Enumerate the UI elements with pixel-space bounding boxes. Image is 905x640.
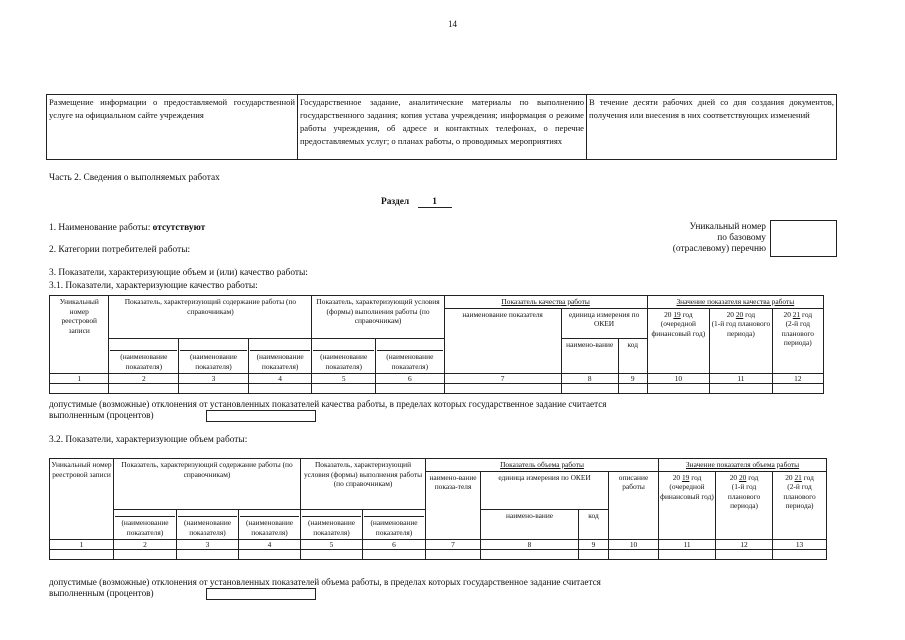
col-number: 11 [659,539,716,549]
col-number: 10 [609,539,659,549]
unique-number-box[interactable] [770,220,837,257]
col-sub-6: (наименование показателя) [375,338,444,373]
quality-deviation-input[interactable] [206,410,316,422]
section-label: Раздел [381,197,410,207]
data-cell[interactable] [114,549,177,559]
col-number: 12 [772,373,823,383]
col-conditions: Показатель, характеризующий условия (формы) выполнения работы (по справочникам) [312,296,444,339]
data-cell[interactable] [375,383,444,393]
data-cell[interactable] [50,549,114,559]
col-number: 5 [301,539,363,549]
work-name [49,223,205,233]
col-quality: Показатель качества работы [444,296,647,309]
col-unit: единица измерения по ОКЕИ [481,471,609,509]
volume-heading: 3.2. Показатели, характеризующие объем работы: [49,435,248,445]
col-unit-name: наимено-вание [481,509,579,539]
col-number: 4 [248,373,312,383]
col-number: 6 [363,539,426,549]
data-cell[interactable] [50,383,109,393]
col-number: 8 [561,373,618,383]
volume-deviation-input[interactable] [206,588,316,600]
table-row [50,383,824,393]
table-row [50,296,824,309]
col-quality-values: Значение показателя качества работы [647,296,823,309]
volume-deviation-label: выполненным (процентов) [49,588,154,598]
col-number: 2 [109,373,179,383]
col-conditions: Показатель, характеризующий условия (формы) выполнения работы (по справочникам) [301,459,426,510]
col-unique: Уникальный номер реестровой записи [50,459,114,540]
col-number: 11 [710,373,773,383]
page-number: 14 [448,19,457,29]
col-number: 7 [426,539,481,549]
col-number: 7 [444,373,561,383]
col-sub-5: (наименование показателя) [312,338,376,373]
quality-table [49,295,824,394]
data-cell[interactable] [179,383,249,393]
col-sub-6: (наименование показателя) [363,509,426,539]
col-number: 3 [179,373,249,383]
quality-deviation-label: выполненным (процентов) [49,410,154,420]
data-cell[interactable] [363,549,426,559]
quality-deviation-text: допустимые (возможные) отклонения от установленных показателей качества работы, в пределах которых государственное задание считается [49,399,607,409]
col-unit-name: наимено-вание [561,338,618,373]
col-number: 10 [647,373,710,383]
unique-number-line1: Уникальный номер [689,222,766,232]
col-year3: 20 21 год (2-й год планового периода) [773,471,827,539]
col-number: 8 [481,539,579,549]
col-year2: 20 20 год (1-й год планового периода) [710,308,773,373]
indicators-heading: 3. Показатели, характеризующие объем и (или) качество работы: [49,268,308,278]
col-number: 6 [375,373,444,383]
data-cell[interactable] [109,383,179,393]
col-year2: 20 20 год (1-й год планового периода) [716,471,773,539]
col-number: 2 [114,539,177,549]
col-number: 3 [177,539,239,549]
data-cell[interactable] [772,383,823,393]
work-name-value: отсутствуют [152,223,206,233]
data-cell[interactable] [444,383,561,393]
col-sub-4: (наименование показателя) [239,509,301,539]
col-number: 5 [312,373,376,383]
info-cell-frequency: В течение десяти рабочих дней со дня создания документов, получения или внесения в них соответствующих изменений [587,95,837,160]
col-indicator-name: наимено-вание показа-теля [426,471,481,539]
table-row [47,95,837,160]
col-number: 1 [50,539,114,549]
info-cell-method: Размещение информации о предоставляемой государственной услуге на официальном сайте учреждения [47,95,298,160]
data-cell[interactable] [561,383,618,393]
col-unit-code: код [579,509,609,539]
col-description: описание работы [609,471,659,539]
col-number: 1 [50,373,109,383]
data-cell[interactable] [710,383,773,393]
unique-number-line2: по базовому [717,233,766,243]
data-cell[interactable] [426,549,481,559]
col-content: Показатель, характеризующий содержание работы (по справочникам) [114,459,301,510]
col-unit-code: код [618,338,647,373]
info-table [46,94,837,160]
col-sub-2: (наименование показателя) [114,509,177,539]
col-sub-3: (наименование показателя) [177,509,239,539]
unique-number-label [658,222,766,255]
col-number: 9 [579,539,609,549]
volume-deviation-text: допустимые (возможные) отклонения от установленных показателей объема работы, в пределах которых государственное задание считается [49,577,601,587]
info-cell-content: Государственное задание, аналитические материалы по выполнению государственного задания; копия устава учреждения; информация о режиме работы учреждения, об адресе и контактных телефонах, о перечне предоставляемых услуг; о планах работы, о проводимых мероприятиях [298,95,587,160]
data-cell[interactable] [239,549,301,559]
data-cell[interactable] [609,549,659,559]
col-sub-2: (наименование показателя) [109,338,179,373]
data-cell[interactable] [301,549,363,559]
col-number: 4 [239,539,301,549]
volume-table [49,458,827,560]
data-cell[interactable] [177,549,239,559]
unique-number-line3: (отраслевому) перечню [672,244,766,254]
data-cell[interactable] [312,383,376,393]
data-cell[interactable] [248,383,312,393]
col-unique: Уникальный номер реестровой записи [50,296,109,374]
col-year1: 20 19 год (очередной финансовый год) [659,471,716,539]
col-sub-4: (наименование показателя) [248,338,312,373]
work-name-label: 1. Наименование работы: [49,223,151,233]
col-indicator-name: наименование показателя [444,308,561,373]
data-cell[interactable] [659,549,716,559]
table-row [50,549,827,559]
section-heading [381,197,452,208]
part-title: Часть 2. Сведения о выполняемых работах [49,173,220,183]
col-number: 9 [618,373,647,383]
col-volume-values: Значение показателя объема работы [659,459,827,472]
col-unit: единица измерения по ОКЕИ [561,308,647,338]
col-sub-5: (наименование показателя) [301,509,363,539]
col-number: 13 [773,539,827,549]
data-cell[interactable] [716,549,773,559]
data-cell[interactable] [579,549,609,559]
col-content: Показатель, характеризующий содержание работы (по справочникам) [109,296,312,339]
quality-heading: 3.1. Показатели, характеризующие качество работы: [49,281,258,291]
col-year3: 20 21 год (2-й год планового периода) [772,308,823,373]
col-volume: Показатель объема работы [426,459,659,472]
col-number: 12 [716,539,773,549]
col-year1: 20 19 год (очередной финансовый год) [647,308,710,373]
data-cell[interactable] [647,383,710,393]
table-row [50,459,827,472]
data-cell[interactable] [773,549,827,559]
data-cell[interactable] [618,383,647,393]
section-number: 1 [418,197,452,208]
consumer-categories: 2. Категории потребителей работы: [49,245,191,255]
col-sub-3: (наименование показателя) [179,338,249,373]
table-row [50,539,827,549]
table-row [50,373,824,383]
data-cell[interactable] [481,549,579,559]
